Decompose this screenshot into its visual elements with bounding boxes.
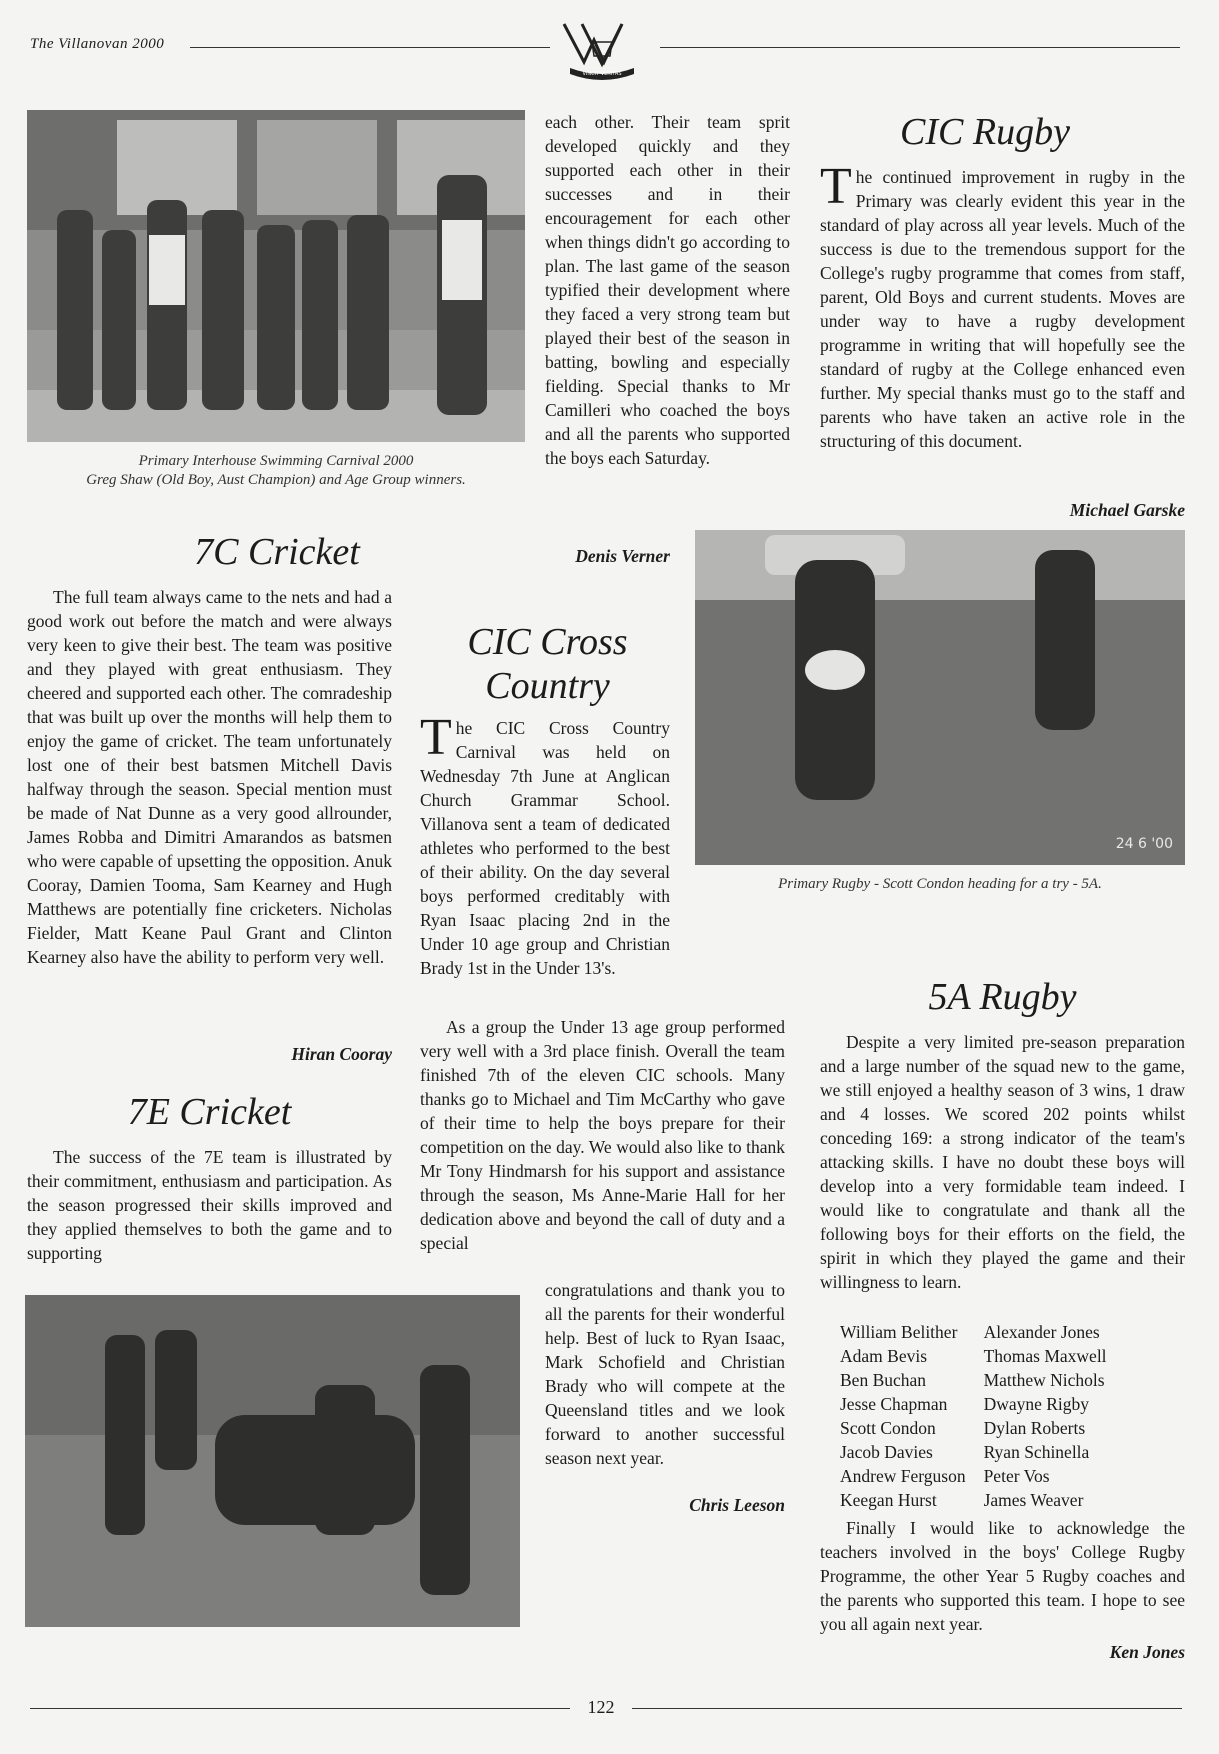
article-7e-body-part2: each other. Their team sprit developed quickly and they supported each other in their successes and in their encouragement for each other when things didn't go according to plan. The last game of the season typified their development where they faced a very strong team but played their best of the season in batting, bowling and especially fielding. Special thanks to Mr Camilleri who coached the boys and all the parents who supported the boys each Saturday.: [545, 112, 790, 468]
roster-name: James Weaver: [983, 1490, 1084, 1510]
roster-name: Peter Vos: [983, 1466, 1050, 1486]
article-5a-rugby-body: Despite a very limited pre-season preparation and a large number of the squad new to the game, we still enjoyed a healthy season of 3 wins, 1 draw and 4 losses. We scored 202 points whilst conceding 169: a strong indicator of the team's attacking skills. I have no doubt these boys will develop into a very formidable team indeed. I would like to congratulate and thank all the following boys for their efforts on the field, the spirit in which they played the game and their willingness to learn.: [820, 1032, 1185, 1292]
article-cross-country-para1: The CIC Cross Country Carnival was held on Wednesday 7th June at Anglican Church Grammar School. Villanova sent a team of dedicated athletes who performed to the best of their ability. On the day several boys performed creditably with Ryan Isaac placing 2nd in the Under 10 age group and Christian Brady 1st in the Under 13's.: [420, 709, 670, 978]
roster-row: [840, 1464, 1125, 1488]
rugby-try-photo: [695, 530, 1185, 865]
roster-name: Jesse Chapman: [840, 1394, 948, 1414]
roster-row: [840, 1320, 1125, 1344]
heading-cic-cross-country: [420, 620, 675, 708]
logo-motto: VINCIT VERITAS: [582, 71, 622, 77]
author-cic-rugby: Michael Garske: [1069, 500, 1185, 520]
header-rule-left: [190, 47, 550, 48]
heading-cic-rugby: CIC Rugby: [900, 111, 1070, 153]
roster-row: [840, 1416, 1125, 1440]
heading-5a-rugby: 5A Rugby: [928, 976, 1077, 1018]
roster-name: Keegan Hurst: [840, 1490, 937, 1510]
photo-date-stamp: 24 6 '00: [1115, 836, 1173, 852]
article-cross-country-para2-box: [420, 1015, 785, 1255]
page-number: 122: [587, 1697, 615, 1717]
rugby-try-caption: Primary Rugby - Scott Condon heading for a try - 5A.: [778, 876, 1102, 892]
roster-row: [840, 1368, 1125, 1392]
publication-title: The Villanovan 2000: [30, 36, 165, 52]
heading-7c-cricket: 7C Cricket: [194, 531, 360, 573]
roster-name: William Belither: [840, 1322, 958, 1342]
article-7e-body-part1: The success of the 7E team is illustrated by their commitment, enthusiasm and participation. As the season progressed their skills improved and they applied themselves to both the game and to supporting: [27, 1147, 392, 1263]
roster-name: Dylan Roberts: [983, 1418, 1086, 1438]
author-cross-country: Chris Leeson: [689, 1495, 785, 1515]
heading-cross-line2: Country: [485, 665, 610, 707]
swimming-caption-line2: Greg Shaw (Old Boy, Aust Champion) and Age Group winners.: [86, 472, 466, 488]
roster-name: Ryan Schinella: [983, 1442, 1090, 1462]
roster-name: Jacob Davies: [840, 1442, 933, 1462]
article-cross-country-para2: As a group the Under 13 age group performed very well with a 3rd place finish. Overall the team finished 7th of the eleven CIC schools. Many thanks go to Michael and Tim McCarthy who gave of their time to help the boys prepare for their competition on the day. We would also like to thank Mr Tony Hindmarsh for his support and assistance through the season, Ms Anne-Marie Hall for her dedication above and beyond the call of duty and a special: [420, 1017, 785, 1253]
header-rule-right: [660, 47, 1180, 48]
author-7c-cricket: Hiran Cooray: [291, 1044, 392, 1064]
article-cic-rugby-box: [820, 158, 1185, 453]
article-cic-rugby-body: The continued improvement in rugby in the Primary was clearly evident this year in the standard of play across all year levels. Much of the success is due to the tremendous support for the College's rugby programme that comes from staff, parent, Old Boys and current students. Moves are under way to have a rugby development programme in writing that will hopefully see the standard of rugby at the College enhanced even further. My special thanks must go to the staff and parents who have taken an active role in the structuring of this document.: [820, 158, 1185, 451]
roster-name: Matthew Nichols: [983, 1370, 1105, 1390]
roster-row: [840, 1488, 1125, 1512]
footer-rule-right: [632, 1708, 1182, 1709]
footer-rule-left: [30, 1708, 570, 1709]
article-5a-closing-box: [820, 1516, 1185, 1636]
roster-row: [840, 1344, 1125, 1368]
roster-row: [840, 1440, 1125, 1464]
article-5a-rugby-box: [820, 1030, 1185, 1294]
swimming-photo-caption: [27, 452, 525, 490]
swimming-caption-line1: Primary Interhouse Swimming Carnival 2000: [138, 453, 414, 469]
swimming-carnival-photo: [27, 110, 525, 442]
school-crest-logo: [560, 18, 644, 80]
rugby-scrum-photo: [25, 1295, 520, 1627]
roster-name: Alexander Jones: [983, 1322, 1100, 1342]
article-cross-country-cont-box: [545, 1278, 785, 1470]
roster-name: Thomas Maxwell: [983, 1346, 1107, 1366]
roster-row: [840, 1392, 1125, 1416]
roster-name: Dwayne Rigby: [983, 1394, 1090, 1414]
article-7c-cricket: [27, 585, 392, 969]
team-roster: [840, 1320, 1125, 1512]
article-7e-col1: [27, 1145, 392, 1265]
article-cross-country-para2-cont: congratulations and thank you to all the parents for their wonderful help. Best of luck to Ryan Isaac, Mark Schofield and Christian Brady who will compete at the Queensland titles and we look forward to another successful season next year.: [545, 1280, 785, 1468]
roster-name: Ben Buchan: [840, 1370, 927, 1390]
heading-cross-line1: CIC Cross: [467, 621, 628, 663]
article-7e-col2: [545, 110, 790, 470]
article-5a-closing: Finally I would like to acknowledge the teachers involved in the boys' College Rugby Programme, the other Year 5 Rugby coaches and the parents who supported this team. I hope to see you all again next year.: [820, 1518, 1185, 1634]
article-7c-body: The full team always came to the nets and had a good work out before the match and were always very keen to give their best. The team was positive and they played with great enthusiasm. They cheered and supported each other. The comradeship that was built up over the months will help them to enjoy the game of cricket. The team unfortunately lost one of their best batsmen Mitchell Davis halfway through the season. Special mention must be made of Nat Dunne as a very good allrounder, James Robba and Dimitri Amarandos as batsmen who were capable of upsetting the opposition. Anuk Cooray, Damien Tooma, Sam Kearney and Hugh Matthews are potentially fine cricketers. Nicholas Fielder, Matt Keane Paul Grant and Clinton Kearney also have the ability to perform very well.: [27, 587, 392, 967]
heading-7e-cricket: 7E Cricket: [127, 1091, 292, 1133]
roster-name: Andrew Ferguson: [840, 1466, 966, 1486]
roster-name: Adam Bevis: [840, 1346, 928, 1366]
article-cross-country-para1-box: [420, 709, 670, 980]
roster-name: Scott Condon: [840, 1418, 936, 1438]
author-7e-cricket: Denis Verner: [575, 546, 670, 566]
author-5a-rugby: Ken Jones: [1109, 1642, 1185, 1662]
